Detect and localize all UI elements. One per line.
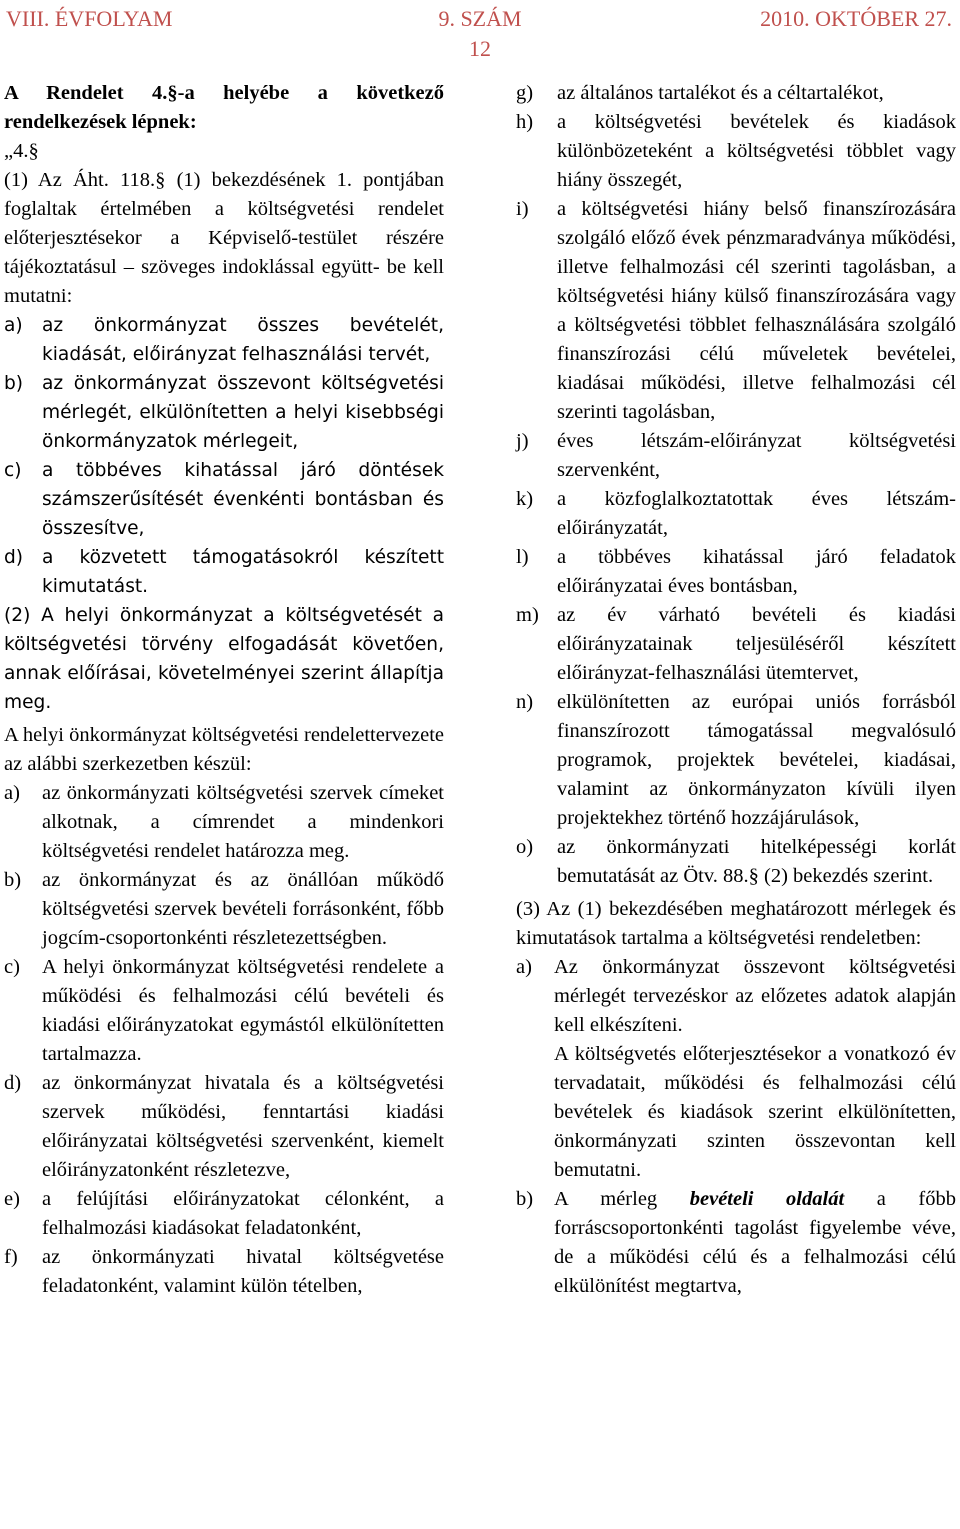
- list-item: i) a költségvetési hiány belső finanszírozására szolgáló előző évek pénzmaradványa működési, illetve felhalmozási cél szerinti tagolásban, a költségvetési hiány külső finanszírozására vagy a költségvetési többlet felhasználására szolgáló finanszírozási célú műveletek bevételei, kiadásai működési, illetve felhalmozási cél szerinti tagolásban,: [516, 198, 956, 423]
- list-item: b) A mérleg bevételi oldalát a főbb forráscsoportonkénti tagolást figyelembe véve, de a működési célú és a felhalmozási célú elkülönítést megtartva,: [516, 1188, 956, 1297]
- list-item: c) A helyi önkormányzat költségvetési rendelete a működési és felhalmozási célú bevételi és kiadási előirányzatokat egymástól elkülönítetten tartalmazza.: [4, 956, 444, 1065]
- list-1: [4, 311, 444, 601]
- item-a-text-1: Az önkormányzat összevont költségvetési mérlegét tervezéskor az előzetes adatok alapján kell elkészíteni.: [554, 956, 956, 1036]
- page-header: [0, 6, 960, 66]
- list-item: a) Az önkormányzat összevont költségvetési mérlegét tervezéskor az előzetes adatok alapján kell elkészíteni. A költségvetés előterjesztésekor a vonatkozó év tervadatait, működési és felhalmozási célú bevételek és kiadások szerint elkülönítetten, önkormányzati szinten összevontan kell bemutatni.: [516, 953, 956, 1185]
- list-item: a) az önkormányzat összes bevételét, kiadását, előirányzat felhasználási tervét,: [4, 315, 444, 365]
- list-item: d) az önkormányzat hivatala és a költségvetési szervek működési, fenntartási kiadási előirányzatai költségvetési szervenként, kiemelt előirányzatonként részletezve,: [4, 1072, 444, 1181]
- item-b-pre: A mérleg: [554, 1188, 690, 1210]
- list-item: c) a többéves kihatással járó döntések számszerűsítését évenkénti bontásban és összesítve,: [4, 460, 444, 539]
- list-item: h) a költségvetési bevételek és kiadások különbözeteként a költségvetési többlet vagy hiány összegét,: [516, 111, 956, 191]
- paragraph-1: (1) Az Áht. 118.§ (1) bekezdésének 1. pontjában foglaltak értelmében a költségvetési rendelet előterjesztésekor a Képviselő-testület részére tájékoztatásul – szöveges indoklással együtt- be kell mutatni:: [4, 169, 444, 307]
- header-date: 2010. OKTÓBER 27.: [760, 6, 952, 31]
- list-item: b) az önkormányzat összevont költségvetési mérlegét, elkülönítetten a helyi kisebbségi önkormányzatok mérlegeit,: [4, 373, 444, 452]
- list-item: g) az általános tartalékot és a céltartalékot,: [516, 82, 884, 104]
- list-item: l) a többéves kihatással járó feladatok előirányzatai éves bontásban,: [516, 546, 956, 597]
- list-item: k) a közfoglalkoztatottak éves létszám-előirányzatát,: [516, 488, 956, 539]
- list-item: e) a felújítási előirányzatokat célonként, a felhalmozási kiadásokat feladatonként,: [4, 1188, 444, 1239]
- item-b-post: a főbb forráscsoportonkénti tagolást figyelembe véve, de a működési célú és a felhalmozási célú elkülönítést megtartva,: [554, 1188, 956, 1297]
- paragraph-3: A helyi önkormányzat költségvetési rendelettervezete az alábbi szerkezetben készül:: [4, 724, 444, 775]
- list-2: [4, 779, 444, 1301]
- header-issue: 9. SZÁM: [438, 6, 522, 31]
- list-item: d) a közvetett támogatásokról készített kimutatást.: [4, 547, 444, 597]
- section-marker: „4.§: [4, 140, 39, 162]
- header-volume: VIII. ÉVFOLYAM: [6, 6, 173, 31]
- right-column: [516, 79, 956, 1301]
- list-item: m) az év várható bevételi és kiadási előirányzatainak teljesüléséről készített előirányzat-felhasználási ütemtervet,: [516, 604, 956, 684]
- list-item: o) az önkormányzati hitelképességi korlát bemutatását az Ötv. 88.§ (2) bekezdés szerint.: [516, 836, 956, 887]
- page-number: 12: [469, 36, 491, 61]
- left-column: [4, 79, 444, 1301]
- list-3: [516, 79, 956, 891]
- list-item: j) éves létszám-előirányzat költségvetési szervenként,: [516, 430, 956, 481]
- intro-heading: A Rendelet 4.§-a helyébe a következő rendelkezések lépnek:: [4, 82, 444, 133]
- paragraph-2: (2) A helyi önkormányzat a költségvetését a költségvetési törvény elfogadását követően, annak előírásai, követelményei szerint állapítja meg.: [4, 605, 444, 713]
- list-4: [516, 953, 956, 1301]
- item-a-text-2: A költségvetés előterjesztésekor a vonatkozó év tervadatait, működési és felhalmozási célú bevételek és kiadások szerint elkülönítetten, önkormányzati szinten összevontan kell bemutatni.: [554, 1043, 956, 1181]
- list-item: b) az önkormányzat és az önállóan működő költségvetési szervek bevételi forrásonként, főbb jogcím-csoportonkénti részletezettségben.: [4, 869, 444, 949]
- paragraph-3-right: (3) Az (1) bekezdésében meghatározott mérlegek és kimutatások tartalma a költségvetési rendeletben:: [516, 898, 956, 949]
- list-item: a) az önkormányzati költségvetési szervek címeket alkotnak, a címrendet a mindenkori költségvetési rendelet határozza meg.: [4, 782, 444, 862]
- list-item: n) elkülönítetten az európai uniós forrásból finanszírozott támogatással megvalósuló programok, projektek bevételei, kiadásai, valamint az önkormányzaton kívüli ilyen projektekhez történő hozzájárulások,: [516, 691, 956, 829]
- item-b-emphasis: bevételi oldalát: [689, 1188, 845, 1210]
- list-item: f) az önkormányzati hivatal költségvetése feladatonként, valamint külön tételben,: [4, 1246, 444, 1297]
